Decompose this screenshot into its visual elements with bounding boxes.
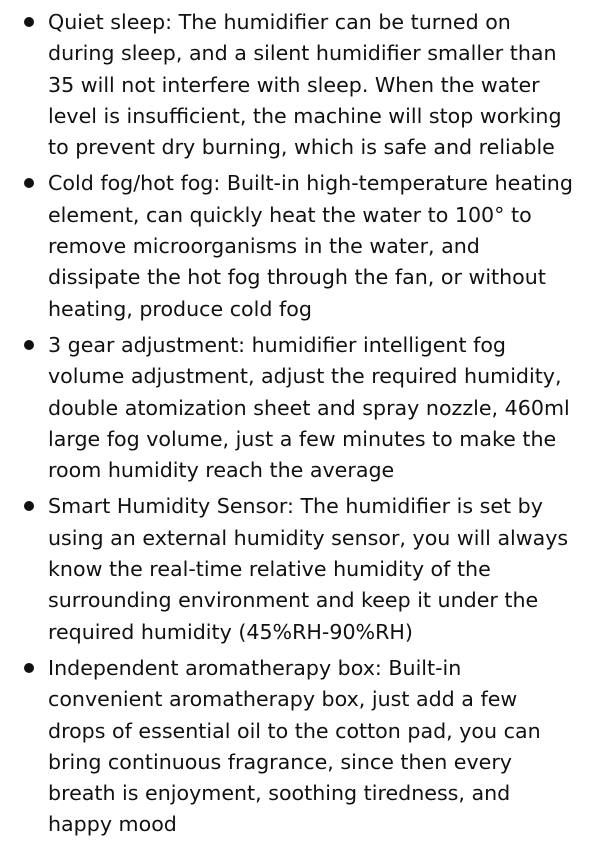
feature-item-humidity-sensor (48, 491, 574, 647)
bullet-icon (24, 17, 34, 27)
bullet-icon (24, 340, 34, 350)
feature-item-cold-hot-fog (48, 168, 574, 324)
feature-text: Cold fog/hot fog: Built-in high-temperature heating element, can quickly heat the water to 100° to remove microorganisms in the water, and dissipate the hot fog through the fan, or without heating, produce cold fog (48, 171, 573, 321)
bullet-icon (24, 663, 34, 673)
bullet-icon (24, 501, 34, 511)
feature-item-aromatherapy-box (48, 653, 574, 841)
bullet-icon (24, 178, 34, 188)
feature-text: 3 gear adjustment: humidifier intelligent fog volume adjustment, adjust the required humidity, double atomization sheet and spray nozzle, 460ml large fog volume, just a few minutes to make the room humidity reach the average (48, 332, 570, 483)
feature-item-gear-adjustment (48, 330, 574, 486)
feature-text: Independent aromatherapy box: Built-in convenient aromatherapy box, just add a few drops of essential oil to the cotton pad, you can bring continuous fragrance, since then every breath is enjoyment, soothing tiredness, and happy mood (48, 655, 541, 837)
feature-text: Quiet sleep: The humidifier can be turned on during sleep, and a silent humidifier smaller than 35 will not interfere with sleep. When the water level is insufficient, the machine will stop working to prevent dry burning, which is safe and reliable (48, 10, 562, 160)
feature-text: Smart Humidity Sensor: The humidifier is set by using an external humidity sensor, you will always know the real-time relative humidity of the surrounding environment and keep it under the required humidity (45%RH-90%RH) (48, 494, 569, 644)
feature-item-quiet-sleep (48, 7, 574, 163)
